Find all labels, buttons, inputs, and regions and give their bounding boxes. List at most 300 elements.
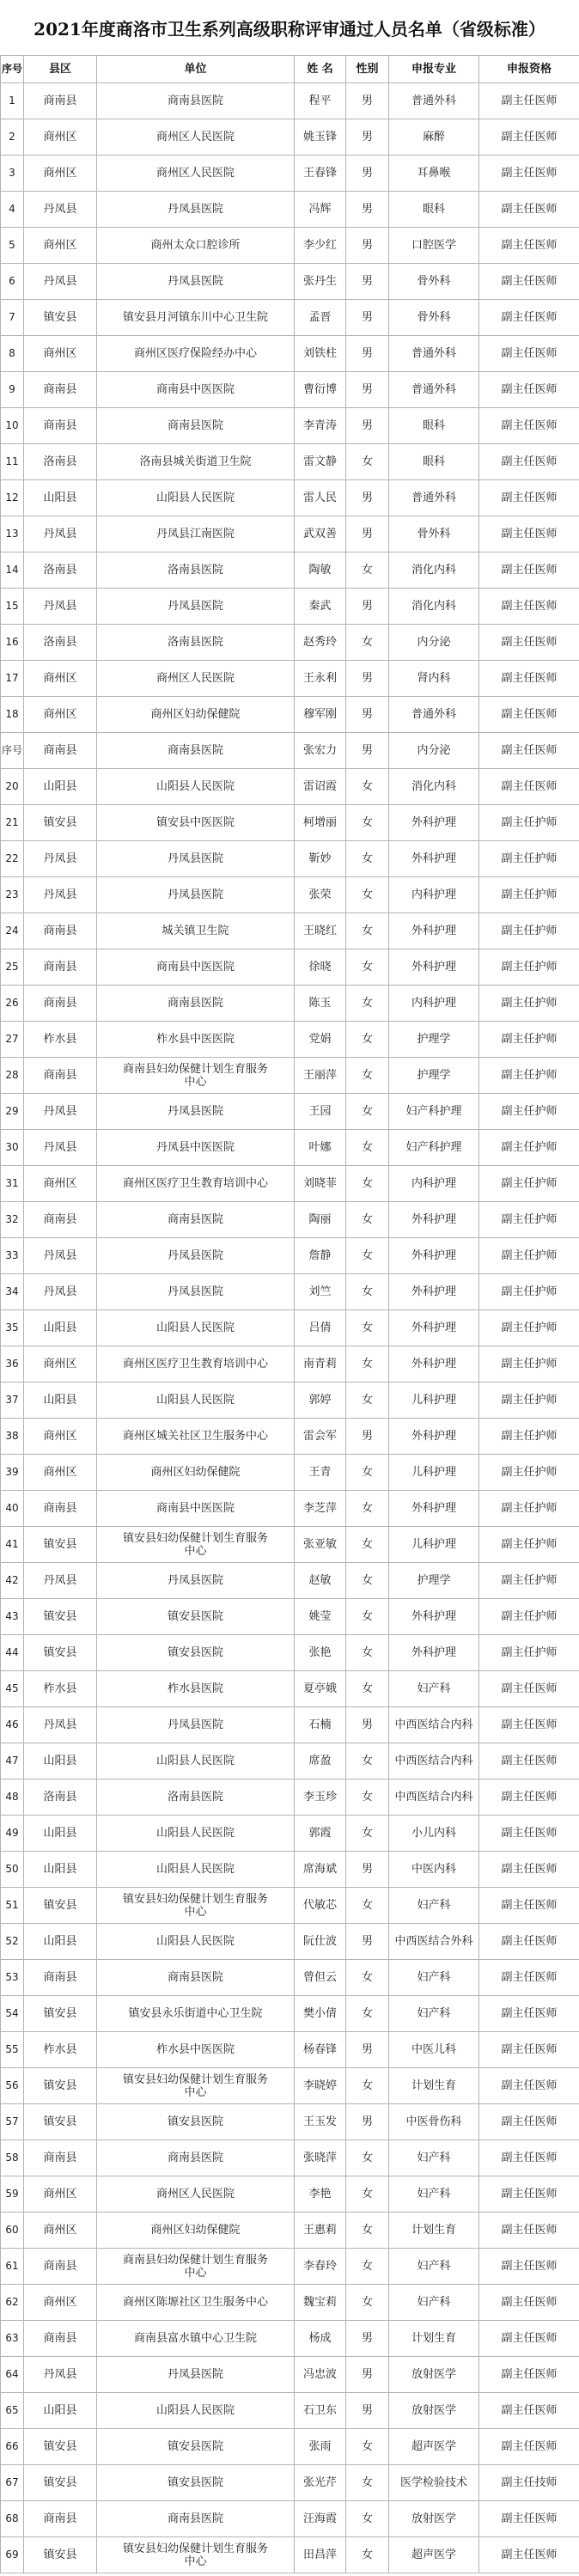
cell-index: 32 [1, 1202, 24, 1238]
cell-gender: 男 [346, 300, 389, 336]
cell-county: 丹凤县 [24, 192, 97, 228]
cell-qualification: 副主任医师 [479, 1888, 579, 1924]
cell-specialty: 外科护理 [389, 841, 479, 877]
cell-unit: 商南县中医医院 [97, 372, 295, 408]
cell-unit: 山阳县人民医院 [97, 480, 295, 516]
cell-index: 15 [1, 589, 24, 625]
table-row [1, 1816, 579, 1852]
cell-gender: 女 [346, 1022, 389, 1058]
cell-specialty: 医学检验技术 [389, 2465, 479, 2501]
cell-index: 2 [1, 119, 24, 156]
cell-specialty: 眼科 [389, 444, 479, 480]
cell-qualification: 副主任护师 [479, 1166, 579, 1202]
cell-qualification: 副主任医师 [479, 1707, 579, 1743]
cell-unit: 商州区医疗卫生教育培训中心 [97, 1346, 295, 1383]
table-row [1, 228, 579, 264]
cell-name: 李晓婷 [295, 2068, 346, 2104]
cell-county: 商州区 [24, 697, 97, 733]
cell-specialty: 计划生育 [389, 2213, 479, 2249]
cell-gender: 男 [346, 228, 389, 264]
cell-gender: 女 [346, 625, 389, 661]
table-row [1, 1419, 579, 1455]
cell-county: 镇安县 [24, 300, 97, 336]
cell-name: 王永利 [295, 661, 346, 697]
cell-name: 孟晋 [295, 300, 346, 336]
cell-qualification: 副主任护师 [479, 1599, 579, 1635]
cell-unit: 城关镇卫生院 [97, 913, 295, 949]
table-row [1, 1563, 579, 1599]
cell-specialty: 中医骨伤科 [389, 2104, 479, 2140]
cell-unit: 商南县医院 [97, 408, 295, 444]
cell-name: 张雨 [295, 2429, 346, 2465]
cell-qualification: 副主任医师 [479, 1996, 579, 2032]
table-row [1, 1960, 579, 1996]
cell-specialty: 普通外科 [389, 83, 479, 119]
cell-qualification: 副主任护师 [479, 1202, 579, 1238]
cell-county: 镇安县 [24, 805, 97, 841]
cell-county: 商南县 [24, 1058, 97, 1094]
cell-unit: 商州区人民医院 [97, 661, 295, 697]
table-row [1, 2176, 579, 2213]
cell-unit: 商南县妇幼保健计划生育服务中心 [97, 2249, 295, 2285]
cell-specialty: 中医儿科 [389, 2032, 479, 2068]
cell-name: 雷会军 [295, 1419, 346, 1455]
cell-county: 商州区 [24, 2285, 97, 2321]
cell-specialty: 外科护理 [389, 1599, 479, 1635]
cell-qualification: 副主任医师 [479, 444, 579, 480]
cell-specialty: 内科护理 [389, 986, 479, 1022]
cell-name: 曾但云 [295, 1960, 346, 1996]
cell-county: 丹凤县 [24, 516, 97, 552]
cell-index: 30 [1, 1130, 24, 1166]
header-name: 姓 名 [295, 56, 346, 83]
cell-qualification: 副主任护师 [479, 1130, 579, 1166]
cell-name: 叶娜 [295, 1130, 346, 1166]
cell-county: 商州区 [24, 1346, 97, 1383]
cell-name: 郭霞 [295, 1816, 346, 1852]
cell-gender: 女 [346, 444, 389, 480]
cell-gender: 女 [346, 769, 389, 805]
cell-name: 夏亭娥 [295, 1671, 346, 1707]
cell-unit: 镇安县妇幼保健计划生育服务中心 [97, 2068, 295, 2104]
cell-gender: 女 [346, 2465, 389, 2501]
cell-gender: 女 [346, 1166, 389, 1202]
cell-gender: 女 [346, 2537, 389, 2573]
table-row [1, 192, 579, 228]
cell-county: 丹凤县 [24, 589, 97, 625]
cell-name: 张艳 [295, 1635, 346, 1671]
cell-county: 商南县 [24, 986, 97, 1022]
table-row [1, 625, 579, 661]
cell-name: 田昌萍 [295, 2537, 346, 2573]
cell-county: 商南县 [24, 83, 97, 119]
cell-index: 40 [1, 1491, 24, 1527]
cell-name: 李玉珍 [295, 1779, 346, 1816]
table-row [1, 1166, 579, 1202]
cell-gender: 女 [346, 2213, 389, 2249]
cell-name: 雷诏霞 [295, 769, 346, 805]
header-unit: 单位 [97, 56, 295, 83]
cell-gender: 男 [346, 372, 389, 408]
cell-index: 65 [1, 2393, 24, 2429]
cell-specialty: 儿科护理 [389, 1527, 479, 1563]
cell-index: 25 [1, 949, 24, 986]
cell-county: 商州区 [24, 1455, 97, 1491]
cell-unit: 商州区城关社区卫生服务中心 [97, 1419, 295, 1455]
cell-qualification: 副主任医师 [479, 2140, 579, 2176]
cell-index: 59 [1, 2176, 24, 2213]
cell-qualification: 副主任医师 [479, 2104, 579, 2140]
cell-qualification: 副主任护师 [479, 1274, 579, 1310]
cell-county: 丹凤县 [24, 877, 97, 913]
cell-gender: 女 [346, 841, 389, 877]
cell-specialty: 外科护理 [389, 1635, 479, 1671]
cell-specialty: 外科护理 [389, 1346, 479, 1383]
cell-county: 山阳县 [24, 1816, 97, 1852]
cell-unit: 洛南县医院 [97, 552, 295, 589]
cell-unit: 商南县医院 [97, 2140, 295, 2176]
cell-county: 商南县 [24, 2249, 97, 2285]
cell-qualification: 副主任医师 [479, 1743, 579, 1779]
cell-index: 8 [1, 336, 24, 372]
cell-county: 镇安县 [24, 1888, 97, 1924]
cell-gender: 女 [346, 1094, 389, 1130]
cell-index: 39 [1, 1455, 24, 1491]
cell-unit: 山阳县人民医院 [97, 1816, 295, 1852]
cell-name: 张亚敏 [295, 1527, 346, 1563]
cell-qualification: 副主任医师 [479, 156, 579, 192]
table-row [1, 1924, 579, 1960]
cell-qualification: 副主任医师 [479, 192, 579, 228]
cell-gender: 女 [346, 1491, 389, 1527]
cell-qualification: 副主任护师 [479, 1022, 579, 1058]
cell-specialty: 放射医学 [389, 2501, 479, 2537]
cell-unit: 山阳县人民医院 [97, 769, 295, 805]
cell-index: 17 [1, 661, 24, 697]
cell-qualification: 副主任护师 [479, 805, 579, 841]
table-row [1, 444, 579, 480]
cell-gender: 女 [346, 1310, 389, 1346]
cell-county: 商南县 [24, 1491, 97, 1527]
cell-qualification: 副主任护师 [479, 1058, 579, 1094]
cell-index: 57 [1, 2104, 24, 2140]
cell-gender: 女 [346, 1563, 389, 1599]
cell-county: 洛南县 [24, 1779, 97, 1816]
cell-qualification: 副主任护师 [479, 1455, 579, 1491]
cell-county: 山阳县 [24, 769, 97, 805]
table-row [1, 769, 579, 805]
cell-specialty: 普通外科 [389, 372, 479, 408]
cell-unit: 镇安县永乐街道中心卫生院 [97, 1996, 295, 2032]
cell-name: 赵秀玲 [295, 625, 346, 661]
cell-qualification: 副主任医师 [479, 1671, 579, 1707]
cell-county: 商州区 [24, 2213, 97, 2249]
cell-name: 冯辉 [295, 192, 346, 228]
cell-index: 序号 [1, 733, 24, 769]
cell-specialty: 普通外科 [389, 480, 479, 516]
cell-county: 商南县 [24, 733, 97, 769]
cell-name: 陶敏 [295, 552, 346, 589]
cell-index: 1 [1, 83, 24, 119]
cell-index: 60 [1, 2213, 24, 2249]
cell-index: 3 [1, 156, 24, 192]
cell-qualification: 副主任医师 [479, 119, 579, 156]
cell-specialty: 护理学 [389, 1058, 479, 1094]
table-row [1, 1022, 579, 1058]
cell-qualification: 副主任医师 [479, 372, 579, 408]
cell-index: 41 [1, 1527, 24, 1563]
cell-unit: 商州区人民医院 [97, 119, 295, 156]
cell-name: 刘铁柱 [295, 336, 346, 372]
cell-county: 镇安县 [24, 1527, 97, 1563]
cell-name: 李艳 [295, 2176, 346, 2213]
cell-unit: 丹凤县中医医院 [97, 1130, 295, 1166]
cell-name: 王晓红 [295, 913, 346, 949]
table-row [1, 913, 579, 949]
cell-gender: 女 [346, 1383, 389, 1419]
cell-county: 山阳县 [24, 1852, 97, 1888]
cell-county: 商南县 [24, 1202, 97, 1238]
cell-qualification: 副主任医师 [479, 264, 579, 300]
table-row [1, 2104, 579, 2140]
cell-gender: 女 [346, 1130, 389, 1166]
cell-qualification: 副主任医师 [479, 1816, 579, 1852]
table-row [1, 589, 579, 625]
cell-index: 66 [1, 2429, 24, 2465]
cell-index: 38 [1, 1419, 24, 1455]
cell-unit: 商州太众口腔诊所 [97, 228, 295, 264]
cell-specialty: 外科护理 [389, 1419, 479, 1455]
table-row [1, 2068, 579, 2104]
cell-index: 21 [1, 805, 24, 841]
cell-index: 55 [1, 2032, 24, 2068]
table-row [1, 661, 579, 697]
cell-unit: 柞水县中医医院 [97, 1022, 295, 1058]
cell-unit: 商州区陈塬社区卫生服务中心 [97, 2285, 295, 2321]
cell-index: 10 [1, 408, 24, 444]
cell-gender: 女 [346, 986, 389, 1022]
cell-gender: 男 [346, 1924, 389, 1960]
table-row [1, 336, 579, 372]
cell-gender: 男 [346, 589, 389, 625]
cell-name: 徐晓 [295, 949, 346, 986]
cell-qualification: 副主任医师 [479, 2285, 579, 2321]
cell-qualification: 副主任医师 [479, 1779, 579, 1816]
cell-specialty: 妇产科 [389, 2249, 479, 2285]
cell-gender: 女 [346, 552, 389, 589]
cell-specialty: 普通外科 [389, 697, 479, 733]
cell-name: 雷人民 [295, 480, 346, 516]
table-row [1, 841, 579, 877]
table-row [1, 2357, 579, 2393]
cell-county: 商州区 [24, 336, 97, 372]
cell-qualification: 副主任护师 [479, 986, 579, 1022]
cell-qualification: 副主任医师 [479, 589, 579, 625]
cell-county: 商南县 [24, 2140, 97, 2176]
cell-name: 阮仕波 [295, 1924, 346, 1960]
cell-name: 王丽萍 [295, 1058, 346, 1094]
table-row [1, 1527, 579, 1563]
cell-specialty: 眼科 [389, 408, 479, 444]
cell-index: 43 [1, 1599, 24, 1635]
table-row [1, 1635, 579, 1671]
cell-index: 45 [1, 1671, 24, 1707]
cell-qualification: 副主任医师 [479, 2068, 579, 2104]
table-row [1, 480, 579, 516]
cell-index: 31 [1, 1166, 24, 1202]
table-row [1, 1238, 579, 1274]
cell-unit: 商南县富水镇中心卫生院 [97, 2321, 295, 2357]
cell-name: 樊小倩 [295, 1996, 346, 2032]
table-row [1, 986, 579, 1022]
cell-gender: 女 [346, 913, 389, 949]
header-county: 县区 [24, 56, 97, 83]
cell-name: 秦武 [295, 589, 346, 625]
cell-specialty: 肾内科 [389, 661, 479, 697]
cell-qualification: 副主任医师 [479, 480, 579, 516]
cell-gender: 男 [346, 2321, 389, 2357]
cell-qualification: 副主任护师 [479, 1635, 579, 1671]
cell-specialty: 妇产科护理 [389, 1094, 479, 1130]
table-row [1, 2393, 579, 2429]
cell-specialty: 消化内科 [389, 589, 479, 625]
cell-index: 26 [1, 986, 24, 1022]
cell-qualification: 副主任护师 [479, 1094, 579, 1130]
table-row [1, 1707, 579, 1743]
cell-unit: 丹凤县医院 [97, 192, 295, 228]
cell-specialty: 放射医学 [389, 2357, 479, 2393]
cell-specialty: 消化内科 [389, 769, 479, 805]
cell-unit: 山阳县人民医院 [97, 2393, 295, 2429]
cell-index: 68 [1, 2501, 24, 2537]
cell-specialty: 外科护理 [389, 805, 479, 841]
cell-county: 商州区 [24, 1419, 97, 1455]
cell-name: 杨春锋 [295, 2032, 346, 2068]
cell-unit: 镇安县妇幼保健计划生育服务中心 [97, 1527, 295, 1563]
cell-name: 席海斌 [295, 1852, 346, 1888]
cell-county: 商州区 [24, 228, 97, 264]
cell-name: 武双善 [295, 516, 346, 552]
cell-gender: 女 [346, 1599, 389, 1635]
header-row [1, 56, 579, 83]
personnel-table [0, 55, 579, 2573]
cell-county: 丹凤县 [24, 1130, 97, 1166]
cell-qualification: 副主任医师 [479, 2176, 579, 2213]
cell-gender: 男 [346, 516, 389, 552]
cell-specialty: 内分泌 [389, 625, 479, 661]
cell-index: 63 [1, 2321, 24, 2357]
cell-specialty: 计划生育 [389, 2068, 479, 2104]
cell-qualification: 副主任医师 [479, 336, 579, 372]
cell-unit: 商州区医疗保险经办中心 [97, 336, 295, 372]
cell-index: 6 [1, 264, 24, 300]
cell-county: 商南县 [24, 949, 97, 986]
cell-unit: 山阳县人民医院 [97, 1743, 295, 1779]
cell-county: 洛南县 [24, 552, 97, 589]
cell-specialty: 妇产科 [389, 1671, 479, 1707]
cell-county: 山阳县 [24, 1743, 97, 1779]
cell-county: 柞水县 [24, 2032, 97, 2068]
cell-qualification: 副主任护师 [479, 1491, 579, 1527]
cell-county: 商州区 [24, 1166, 97, 1202]
cell-unit: 商州区妇幼保健院 [97, 697, 295, 733]
table-row [1, 1996, 579, 2032]
table-row [1, 552, 579, 589]
cell-gender: 男 [346, 156, 389, 192]
cell-name: 姚玉锋 [295, 119, 346, 156]
table-row [1, 1094, 579, 1130]
cell-county: 商南县 [24, 372, 97, 408]
cell-name: 雷文静 [295, 444, 346, 480]
cell-specialty: 外科护理 [389, 1238, 479, 1274]
cell-gender: 男 [346, 2393, 389, 2429]
cell-specialty: 妇产科 [389, 2176, 479, 2213]
cell-name: 代敏芯 [295, 1888, 346, 1924]
table-row [1, 372, 579, 408]
cell-specialty: 中西医结合外科 [389, 1924, 479, 1960]
cell-name: 张晓萍 [295, 2140, 346, 2176]
header-specialty: 申报专业 [389, 56, 479, 83]
cell-qualification: 副主任护师 [479, 1346, 579, 1383]
cell-unit: 丹凤县医院 [97, 1238, 295, 1274]
cell-gender: 男 [346, 119, 389, 156]
cell-county: 丹凤县 [24, 1238, 97, 1274]
cell-specialty: 麻醉 [389, 119, 479, 156]
cell-name: 穆军刚 [295, 697, 346, 733]
cell-index: 51 [1, 1888, 24, 1924]
table-row [1, 2249, 579, 2285]
cell-index: 11 [1, 444, 24, 480]
cell-county: 镇安县 [24, 2104, 97, 2140]
cell-qualification: 副主任护师 [479, 913, 579, 949]
cell-gender: 男 [346, 733, 389, 769]
cell-index: 35 [1, 1310, 24, 1346]
cell-specialty: 眼科 [389, 192, 479, 228]
cell-name: 杨成 [295, 2321, 346, 2357]
cell-qualification: 副主任护师 [479, 1383, 579, 1419]
cell-gender: 女 [346, 2140, 389, 2176]
cell-index: 33 [1, 1238, 24, 1274]
cell-gender: 女 [346, 1671, 389, 1707]
cell-gender: 男 [346, 697, 389, 733]
cell-county: 山阳县 [24, 1924, 97, 1960]
cell-index: 53 [1, 1960, 24, 1996]
cell-name: 陶丽 [295, 1202, 346, 1238]
table-row [1, 733, 579, 769]
cell-county: 商南县 [24, 913, 97, 949]
cell-gender: 男 [346, 480, 389, 516]
cell-unit: 丹凤县医院 [97, 1563, 295, 1599]
cell-unit: 商南县中医医院 [97, 949, 295, 986]
cell-qualification: 副主任医师 [479, 625, 579, 661]
cell-specialty: 妇产科护理 [389, 1130, 479, 1166]
table-row [1, 1346, 579, 1383]
cell-name: 姚莹 [295, 1599, 346, 1635]
cell-gender: 女 [346, 2429, 389, 2465]
cell-index: 28 [1, 1058, 24, 1094]
cell-specialty: 骨外科 [389, 516, 479, 552]
table-row [1, 1779, 579, 1816]
cell-gender: 女 [346, 1058, 389, 1094]
cell-county: 商南县 [24, 2321, 97, 2357]
cell-specialty: 外科护理 [389, 913, 479, 949]
table-row [1, 877, 579, 913]
cell-index: 5 [1, 228, 24, 264]
table-row [1, 2321, 579, 2357]
cell-qualification: 副主任医师 [479, 1924, 579, 1960]
cell-specialty: 妇产科 [389, 1960, 479, 1996]
cell-qualification: 副主任医师 [479, 2213, 579, 2249]
